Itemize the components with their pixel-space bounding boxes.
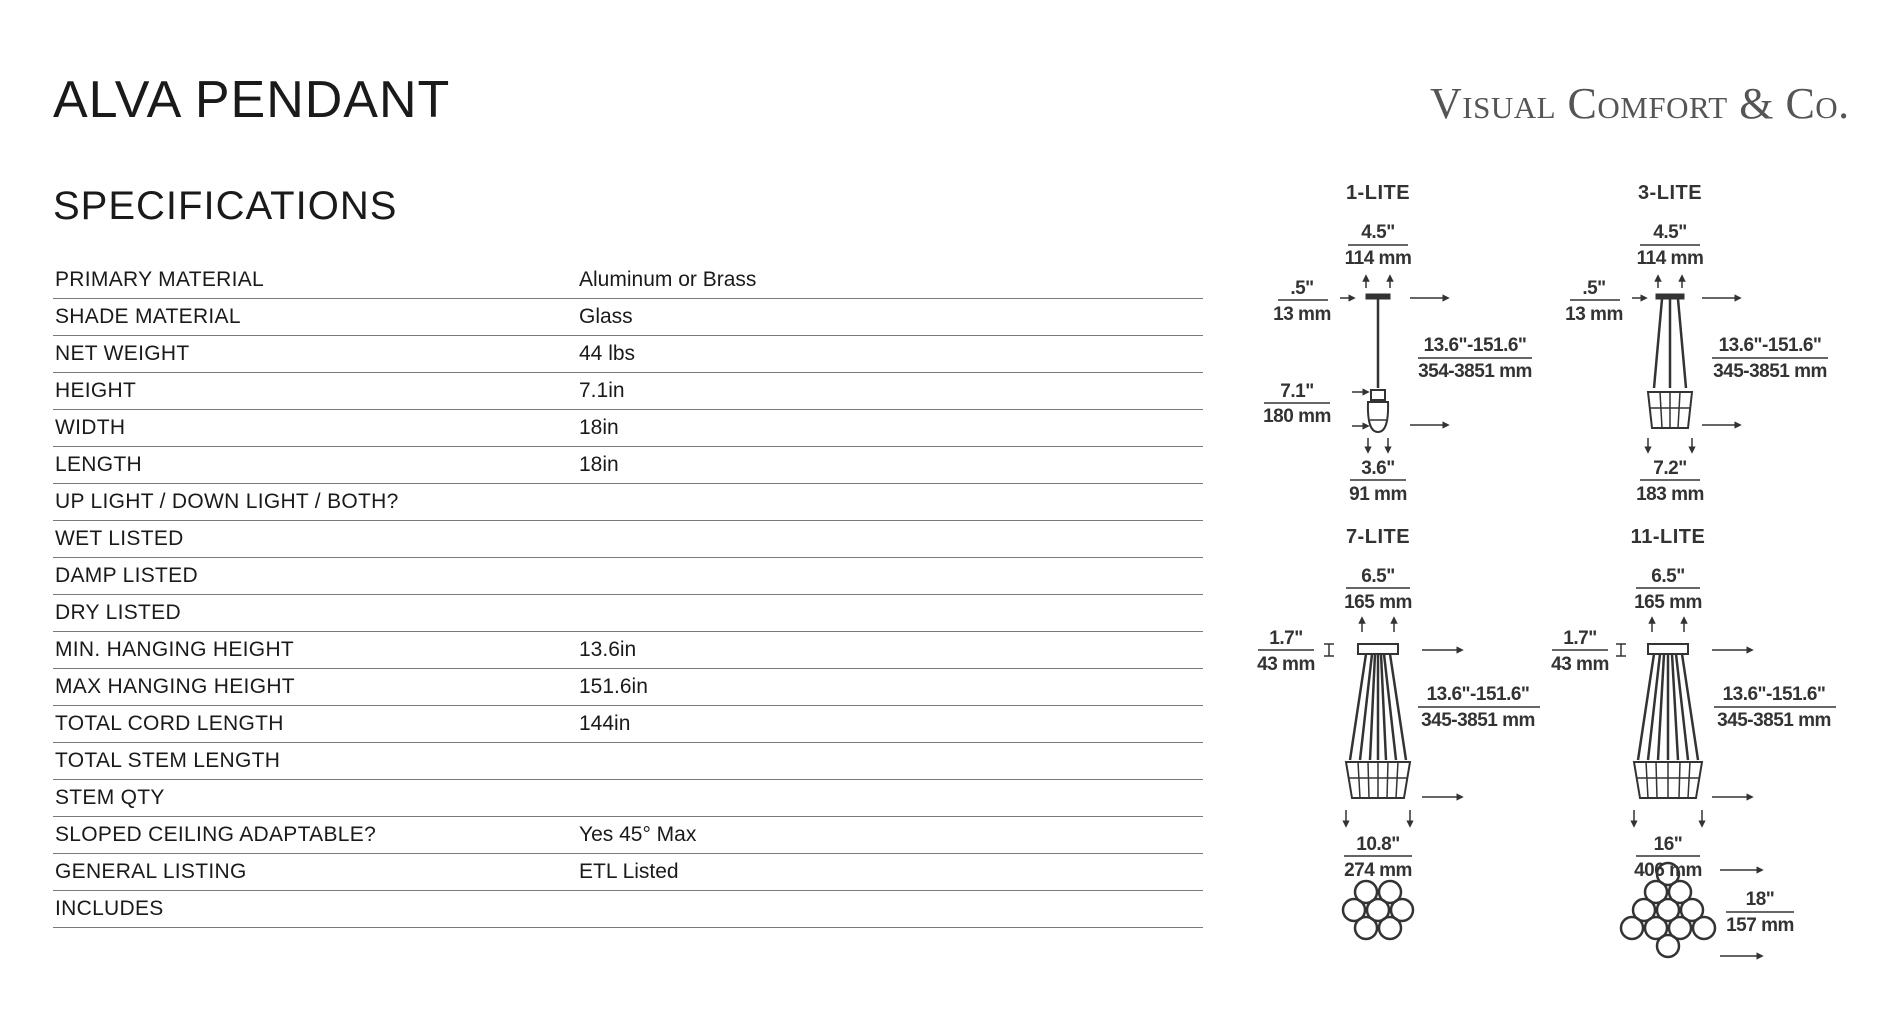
section-title: SPECIFICATIONS xyxy=(53,184,398,228)
dim-width-mm: 183 mm xyxy=(1636,484,1704,505)
spec-label: DRY LISTED xyxy=(53,595,577,632)
diagram-7-lite xyxy=(1257,526,1540,939)
spec-value xyxy=(577,521,1203,558)
spec-row xyxy=(53,521,1203,558)
spec-row xyxy=(53,817,1203,854)
spec-label: MIN. HANGING HEIGHT xyxy=(53,632,577,669)
spec-row xyxy=(53,706,1203,743)
spec-value xyxy=(577,484,1203,521)
dim-oah-mm: 345-3851 mm xyxy=(1717,710,1831,731)
spec-value: Aluminum or Brass xyxy=(577,262,1203,299)
spec-row xyxy=(53,743,1203,780)
spec-label: WIDTH xyxy=(53,410,577,447)
dim-oah-mm: 354-3851 mm xyxy=(1418,361,1532,382)
spec-row xyxy=(53,262,1203,299)
spec-row xyxy=(53,558,1203,595)
dim-width-in: 3.6" xyxy=(1361,458,1395,479)
spec-row xyxy=(53,410,1203,447)
spec-label: PRIMARY MATERIAL xyxy=(53,262,577,299)
dim-top-in: 6.5" xyxy=(1651,566,1685,587)
spec-row xyxy=(53,336,1203,373)
diagram-3-lite xyxy=(1565,182,1828,505)
diagram-heading: 11-LITE xyxy=(1630,526,1706,548)
spec-value: 13.6in xyxy=(577,632,1203,669)
spec-label: INCLUDES xyxy=(53,891,577,928)
brand-logo: Visual Comfort & Co. xyxy=(1430,79,1850,128)
spec-value xyxy=(577,595,1203,632)
dim-top-mm: 114 mm xyxy=(1344,248,1412,269)
dim-top-in: 4.5" xyxy=(1653,222,1687,243)
spec-value: 18in xyxy=(577,447,1203,484)
diagram-heading: 7-LITE xyxy=(1345,526,1411,548)
dim-canopy-mm: 13 mm xyxy=(1565,304,1623,325)
dim-width-mm: 91 mm xyxy=(1349,484,1407,505)
spec-value: 44 lbs xyxy=(577,336,1203,373)
spec-value: ETL Listed xyxy=(577,854,1203,891)
spec-row xyxy=(53,632,1203,669)
diagram-heading: 3-LITE xyxy=(1637,182,1703,204)
spec-row xyxy=(53,484,1203,521)
spec-label: NET WEIGHT xyxy=(53,336,577,373)
spec-label: SLOPED CEILING ADAPTABLE? xyxy=(53,817,577,854)
spec-row xyxy=(53,891,1203,928)
spec-label: SHADE MATERIAL xyxy=(53,299,577,336)
dim-top-mm: 165 mm xyxy=(1344,592,1412,613)
spec-row xyxy=(53,373,1203,410)
spec-label: WET LISTED xyxy=(53,521,577,558)
page-title: ALVA PENDANT xyxy=(53,71,451,129)
spec-label: TOTAL STEM LENGTH xyxy=(53,743,577,780)
spec-label: TOTAL CORD LENGTH xyxy=(53,706,577,743)
dim-canopy-in: 1.7" xyxy=(1269,628,1303,649)
spec-value: 7.1in xyxy=(577,373,1203,410)
dim-top-mm: 114 mm xyxy=(1636,248,1704,269)
spec-value: Glass xyxy=(577,299,1203,336)
dim-top-in: 4.5" xyxy=(1361,222,1395,243)
dim-shade-mm: 180 mm xyxy=(1263,406,1331,427)
dim-top-mm: 165 mm xyxy=(1634,592,1702,613)
dim-canopy-mm: 43 mm xyxy=(1257,654,1315,675)
spec-label: MAX HANGING HEIGHT xyxy=(53,669,577,706)
spec-row xyxy=(53,299,1203,336)
spec-value: 18in xyxy=(577,410,1203,447)
spec-value: 144in xyxy=(577,706,1203,743)
dim-oah-in: 13.6"-151.6" xyxy=(1718,335,1822,356)
dim-width-in: 7.2" xyxy=(1653,458,1687,479)
dim-top-in: 6.5" xyxy=(1361,566,1395,587)
top-view-7 xyxy=(1343,881,1413,939)
spec-value: Yes 45° Max xyxy=(577,817,1203,854)
spec-label: UP LIGHT / DOWN LIGHT / BOTH? xyxy=(53,484,577,521)
dim-oah-mm: 345-3851 mm xyxy=(1421,710,1535,731)
dimension-diagrams xyxy=(1250,170,1870,970)
spec-row xyxy=(53,447,1203,484)
dim-width-mm: 274 mm xyxy=(1344,860,1412,881)
diagram-heading: 1-LITE xyxy=(1345,182,1411,204)
dim-canopy-mm: 43 mm xyxy=(1551,654,1609,675)
spec-value xyxy=(577,891,1203,928)
spec-label: DAMP LISTED xyxy=(53,558,577,595)
dim-width-mm: 406 mm xyxy=(1634,860,1702,881)
spec-value xyxy=(577,743,1203,780)
spec-label: LENGTH xyxy=(53,447,577,484)
dim-shade-in: 7.1" xyxy=(1280,381,1314,402)
dim-oah-in: 13.6"-151.6" xyxy=(1722,684,1826,705)
diagram-11-lite xyxy=(1551,526,1836,957)
dim-depth-in: 18" xyxy=(1745,889,1775,910)
dim-width-in: 16" xyxy=(1653,834,1683,855)
dim-oah-in: 13.6"-151.6" xyxy=(1423,335,1527,356)
spec-label: HEIGHT xyxy=(53,373,577,410)
dim-canopy-in: 1.7" xyxy=(1563,628,1597,649)
dim-canopy-in: .5" xyxy=(1582,278,1606,299)
dim-depth-mm: 157 mm xyxy=(1726,915,1794,936)
spec-value: 151.6in xyxy=(577,669,1203,706)
dim-oah-mm: 345-3851 mm xyxy=(1713,361,1827,382)
spec-label: GENERAL LISTING xyxy=(53,854,577,891)
specs-table xyxy=(53,262,1203,928)
spec-row xyxy=(53,595,1203,632)
spec-row xyxy=(53,669,1203,706)
spec-row xyxy=(53,780,1203,817)
spec-value xyxy=(577,558,1203,595)
dim-canopy-mm: 13 mm xyxy=(1273,304,1331,325)
diagram-1-lite xyxy=(1263,182,1532,505)
spec-row xyxy=(53,854,1203,891)
dim-width-in: 10.8" xyxy=(1356,834,1400,855)
spec-value xyxy=(577,780,1203,817)
spec-label: STEM QTY xyxy=(53,780,577,817)
dim-canopy-in: .5" xyxy=(1290,278,1314,299)
dim-oah-in: 13.6"-151.6" xyxy=(1426,684,1530,705)
